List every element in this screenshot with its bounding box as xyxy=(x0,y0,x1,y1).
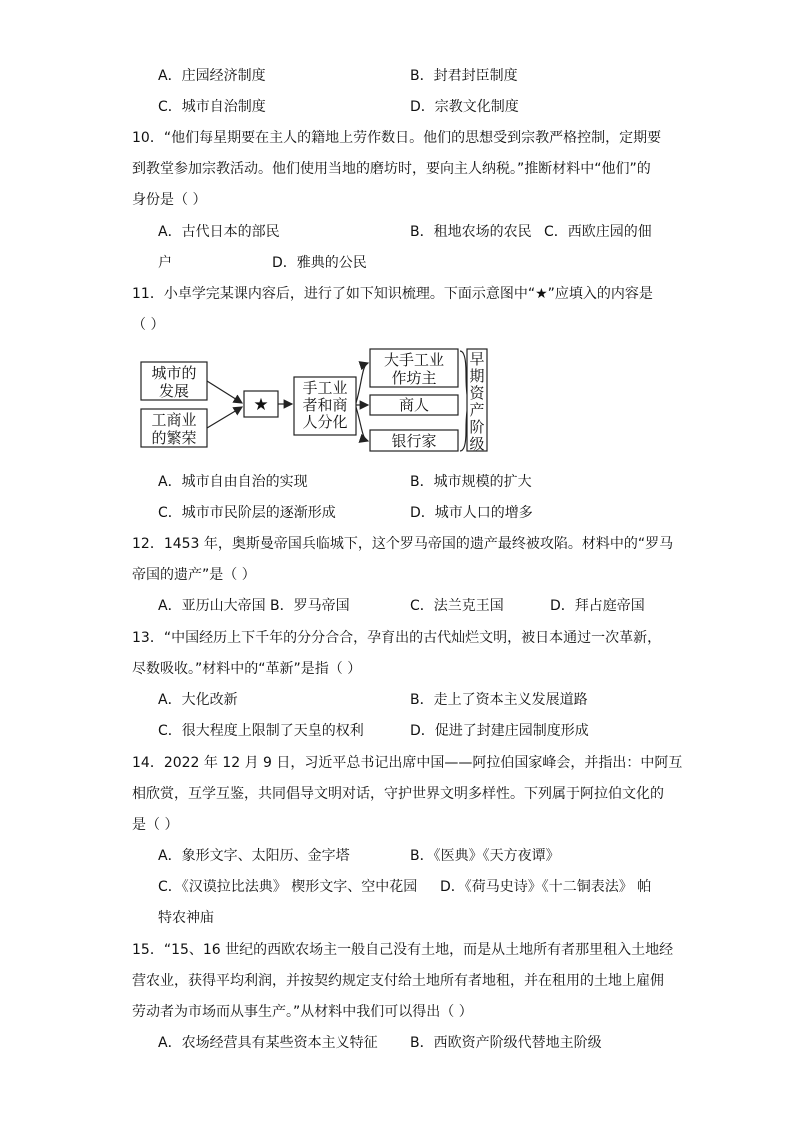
final-char-3: 资 xyxy=(469,384,485,402)
q14-option-d: D．《荷马史诗》《十二铜表法》 帕 xyxy=(440,879,652,895)
q10-option-c-continued: 户 xyxy=(158,255,172,271)
box-differentiation-line1: 手工业 xyxy=(302,379,348,397)
q11-option-c: C．城市市民阶层的逐渐形成 xyxy=(158,505,336,521)
q11-option-a: A．城市自由自治的实现 xyxy=(158,474,308,490)
q12-stem-line2: 帝国的遗产”是（ ） xyxy=(132,567,256,583)
q13-option-d: D．促进了封建庄园制度形成 xyxy=(410,723,589,739)
q11-option-b: B．城市规模的扩大 xyxy=(410,474,532,490)
box-workshop-owner-line1: 大手工业 xyxy=(383,351,445,369)
q14-option-b: B．《医典》《天方夜谭》 xyxy=(410,848,560,864)
box-merchant-text: 商人 xyxy=(398,396,430,414)
q11-option-d: D．城市人口的增多 xyxy=(410,505,533,521)
box-city-development-line1: 城市的 xyxy=(151,364,197,382)
box-differentiation-line3: 人分化 xyxy=(302,413,348,431)
star-symbol: ★ xyxy=(253,395,269,415)
q12-option-d: D．拜占庭帝国 xyxy=(550,598,645,614)
q10-stem-line2: 到教堂参加宗教活动。他们使用当地的磨坊时，要向主人纳税。”推断材料中“他们”的 xyxy=(132,161,651,177)
q13-option-c: C．很大程度上限制了天皇的权利 xyxy=(158,723,364,739)
q10-option-a: A．古代日本的部民 xyxy=(158,224,280,240)
q10-stem-line1: 10．“他们每星期要在主人的籍地上劳作数日。他们的思想受到宗教严格控制，定期要 xyxy=(132,130,662,146)
q9-option-c: C．城市自治制度 xyxy=(158,99,266,115)
q9-option-a: A．庄园经济制度 xyxy=(158,68,266,84)
box-workshop-owner-line2: 作坊主 xyxy=(391,369,437,387)
q14-option-a: A．象形文字、太阳历、金字塔 xyxy=(158,848,350,864)
q13-stem-line1: 13．“中国经历上下千年的分分合合，孕育出的古代灿烂文明，被日本通过一次革新， xyxy=(132,630,662,646)
final-char-6: 级 xyxy=(469,435,485,453)
final-char-5: 阶 xyxy=(469,418,485,436)
q15-stem-line2: 营农业，获得平均利润，并按契约规定支付给土地所有者地租，并在租用的土地上雇佣 xyxy=(132,973,664,989)
q12-stem-line1: 12．1453 年，奥斯曼帝国兵临城下，这个罗马帝国的遗产最终被攻陷。材料中的“罗马 xyxy=(132,536,674,552)
box-differentiation-line2: 者和商 xyxy=(302,396,348,414)
box-city-development-line2: 发展 xyxy=(158,382,190,400)
q12-option-ab: A．亚历山大帝国 B．罗马帝国 xyxy=(158,598,350,614)
q14-stem-line1: 14．2022 年 12 月 9 日，习近平总书记出席中国——阿拉伯国家峰会，并指出：中阿互 xyxy=(132,755,683,771)
q10-option-d: D．雅典的公民 xyxy=(272,255,367,271)
q12-option-c: C．法兰克王国 xyxy=(410,598,504,614)
final-char-1: 早 xyxy=(469,350,485,368)
q9-option-d: D．宗教文化制度 xyxy=(410,99,519,115)
q9-option-b: B．封君封臣制度 xyxy=(410,68,518,84)
q10-option-b: B．租地农场的农民 xyxy=(410,224,532,240)
q14-stem-line3: 是（ ） xyxy=(132,817,179,833)
box-commerce-prosperity-line1: 工商业 xyxy=(151,411,197,429)
q13-option-a: A．大化改新 xyxy=(158,692,238,708)
q15-stem-line1: 15．“15、16 世纪的西欧农场主一般自己没有土地，而是从土地所有者那里租入土地经 xyxy=(132,942,674,958)
q15-stem-line3: 劳动者为市场而从事生产。”从材料中我们可以得出（ ） xyxy=(132,1004,473,1020)
knowledge-flow-diagram xyxy=(140,343,500,455)
q14-option-d-continued: 特农神庙 xyxy=(158,910,214,926)
q10-stem-line3: 身份是（ ） xyxy=(132,192,207,208)
q11-stem-line2: （ ） xyxy=(132,317,165,333)
box-commerce-prosperity-line2: 的繁荣 xyxy=(151,429,197,447)
box-banker-text: 银行家 xyxy=(391,432,437,450)
final-char-4: 产 xyxy=(469,401,485,419)
q15-option-a: A．农场经营具有某些资本主义特征 xyxy=(158,1035,378,1051)
q14-stem-line2: 相欣赏，互学互鉴，共同倡导文明对话，守护世界文明多样性。下列属于阿拉伯文化的 xyxy=(132,786,664,802)
q14-option-c: C．《汉谟拉比法典》 楔形文字、空中花园 xyxy=(158,879,418,895)
q10-option-c: C．西欧庄园的佃 xyxy=(544,224,652,240)
q13-option-b: B．走上了资本主义发展道路 xyxy=(410,692,588,708)
q11-stem-line1: 11．小卓学完某课内容后，进行了如下知识梳理。下面示意图中“★”应填入的内容是 xyxy=(132,286,653,302)
final-char-2: 期 xyxy=(469,367,485,385)
q13-stem-line2: 尽数吸收。”材料中的“革新”是指（ ） xyxy=(132,661,362,677)
q15-option-b: B．西欧资产阶级代替地主阶级 xyxy=(410,1035,602,1051)
